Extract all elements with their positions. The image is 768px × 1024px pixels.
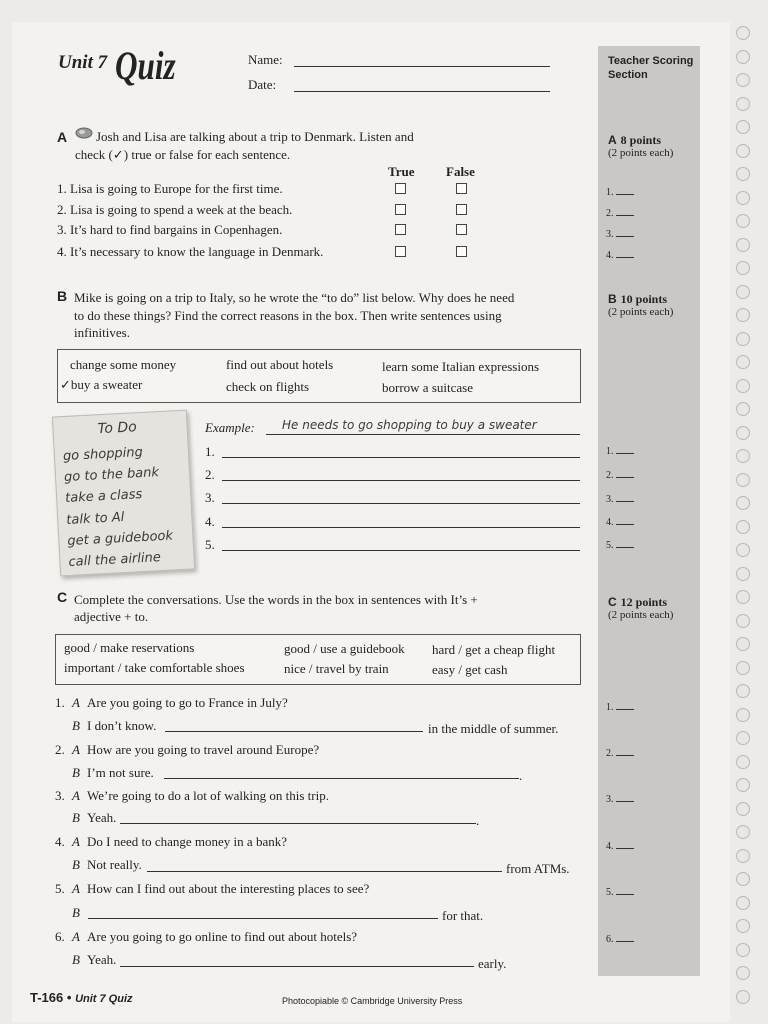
note-item: call the airline	[68, 550, 162, 570]
score-blank[interactable]: 4.	[606, 517, 634, 528]
note-item: go to the bank	[63, 465, 160, 486]
teacher-scoring-section	[598, 46, 700, 976]
binding-ring	[736, 120, 750, 134]
answer-b-post: .	[476, 813, 480, 828]
answer-line[interactable]	[222, 457, 580, 458]
binding-ring	[736, 167, 750, 181]
speaker-b: B	[72, 718, 80, 733]
question-number: 4.	[55, 834, 65, 849]
answer-line[interactable]	[147, 871, 502, 872]
footer-copyright: Photocopiable © Cambridge University Press	[282, 996, 463, 1006]
example-label: Example:	[205, 420, 255, 435]
binding-ring	[736, 97, 750, 111]
section-c-letter: C	[57, 589, 68, 605]
binding-ring	[736, 637, 750, 651]
binding-ring	[736, 402, 750, 416]
score-blank[interactable]: 2.	[606, 470, 634, 481]
question-a: Do I need to change money in a bank?	[87, 834, 287, 849]
answer-b-pre: Yeah.	[87, 952, 117, 967]
question-a: We’re going to do a lot of walking on this trip.	[87, 788, 329, 803]
answer-b-post: from ATMs.	[506, 861, 570, 876]
speaker-a: A	[72, 788, 80, 803]
binding-ring	[736, 896, 750, 910]
binding-ring	[736, 943, 750, 957]
score-blank[interactable]: 1.	[606, 187, 634, 198]
score-blank[interactable]: 6.	[606, 934, 634, 945]
binding-ring	[736, 849, 750, 863]
false-checkbox[interactable]	[456, 224, 467, 235]
binding-ring	[736, 426, 750, 440]
answer-number: 5.	[205, 537, 215, 552]
question-number: 1.	[55, 695, 65, 710]
word-box-item: good / make reservations	[64, 640, 195, 655]
question-a: How can I find out about the interesting places to see?	[87, 881, 370, 896]
score-blank[interactable]: 3.	[606, 494, 634, 505]
binding-ring	[736, 567, 750, 581]
binding-ring	[736, 755, 750, 769]
section-a-letter: A	[57, 129, 68, 145]
true-checkbox[interactable]	[395, 183, 406, 194]
word-box-item: ✓buy a sweater	[60, 377, 143, 392]
answer-b-pre: Not really.	[87, 857, 142, 872]
section-c-instructions-2: adjective + to.	[74, 609, 149, 624]
binding-ring	[736, 661, 750, 675]
binding-ring	[736, 614, 750, 628]
section-a-item: 1. Lisa is going to Europe for the first time.	[57, 181, 283, 196]
date-field[interactable]	[294, 91, 550, 92]
section-b-instructions-3: infinitives.	[74, 325, 130, 340]
note-item: talk to Al	[65, 510, 125, 529]
sidebar-title: Teacher Scoring Section	[608, 55, 694, 81]
example-answer: He needs to go shopping to buy a sweater	[282, 418, 537, 432]
section-a-item: 2. Lisa is going to spend a week at the beach.	[57, 202, 293, 217]
question-number: 3.	[55, 788, 65, 803]
section-a-instructions-2: check (✓) true or false for each sentence.	[75, 147, 291, 162]
speaker-b: B	[72, 905, 80, 920]
answer-number: 3.	[205, 490, 215, 505]
section-b-word-box	[57, 349, 581, 403]
speaker-a: A	[72, 834, 80, 849]
answer-line[interactable]	[222, 503, 580, 504]
binding-ring	[736, 308, 750, 322]
speaker-b: B	[72, 952, 80, 967]
score-blank[interactable]: 3.	[606, 229, 634, 240]
binding-ring	[736, 990, 750, 1004]
binding-ring	[736, 261, 750, 275]
section-a-item: 4. It’s necessary to know the language in Denmark.	[57, 244, 324, 259]
false-header: False	[446, 164, 475, 179]
false-checkbox[interactable]	[456, 246, 467, 257]
speaker-b: B	[72, 810, 80, 825]
name-label: Name:	[248, 52, 283, 67]
name-field[interactable]	[294, 66, 550, 67]
section-b-points: B 10 points	[608, 292, 668, 306]
score-blank[interactable]: 5.	[606, 887, 634, 898]
binding-ring	[736, 520, 750, 534]
unit-label: Unit 7	[58, 52, 108, 73]
answer-line[interactable]	[222, 550, 580, 551]
answer-b-pre: I’m not sure.	[87, 765, 154, 780]
binding-ring	[736, 473, 750, 487]
binding-ring	[736, 191, 750, 205]
section-a-each: (2 points each)	[608, 147, 674, 159]
answer-b-post: .	[519, 768, 523, 783]
quiz-title: Quiz	[115, 43, 176, 88]
binding-ring	[736, 731, 750, 745]
binding-ring	[736, 285, 750, 299]
section-c-points: C 12 points	[608, 595, 668, 609]
section-c-each: (2 points each)	[608, 609, 674, 621]
answer-line[interactable]	[120, 966, 474, 967]
note-item: get a guidebook	[67, 528, 174, 549]
binding-ring	[736, 684, 750, 698]
binding-ring	[736, 966, 750, 980]
answer-number: 1.	[205, 444, 215, 459]
score-blank[interactable]: 1.	[606, 446, 634, 457]
word-box-item: easy / get cash	[432, 662, 508, 677]
section-a-instructions-1: Josh and Lisa are talking about a trip to Denmark. Listen and	[96, 129, 414, 144]
binding-ring	[736, 590, 750, 604]
section-c-word-box	[55, 634, 581, 685]
answer-number: 4.	[205, 514, 215, 529]
speaker-a: A	[72, 742, 80, 757]
answer-line[interactable]	[165, 731, 423, 732]
score-blank[interactable]: 3.	[606, 794, 634, 805]
word-box-item: learn some Italian expressions	[382, 359, 540, 374]
date-label: Date:	[248, 77, 277, 92]
binding-ring	[736, 449, 750, 463]
binding-ring	[736, 496, 750, 510]
answer-line[interactable]	[222, 480, 580, 481]
note-title: To Do	[97, 419, 138, 438]
answer-number: 2.	[205, 467, 215, 482]
section-b-letter: B	[57, 288, 68, 304]
binding-ring	[736, 238, 750, 252]
word-box-item: find out about hotels	[226, 357, 334, 372]
speaker-b: B	[72, 765, 80, 780]
speaker-a: A	[72, 929, 80, 944]
note-item: go shopping	[62, 444, 144, 465]
binding-ring	[736, 355, 750, 369]
binding-ring	[736, 144, 750, 158]
score-blank[interactable]: 2.	[606, 208, 634, 219]
binding-ring	[736, 919, 750, 933]
section-b-each: (2 points each)	[608, 306, 674, 318]
word-box-item: nice / travel by train	[284, 661, 389, 676]
score-blank[interactable]: 4.	[606, 841, 634, 852]
question-a: How are you going to travel around Europe?	[87, 742, 320, 757]
answer-line[interactable]	[88, 918, 438, 919]
false-checkbox[interactable]	[456, 183, 467, 194]
binding-ring	[736, 50, 750, 64]
section-a-item: 3. It’s hard to find bargains in Copenhagen.	[57, 222, 283, 237]
speaker-b: B	[72, 857, 80, 872]
true-checkbox[interactable]	[395, 224, 406, 235]
example-line	[266, 434, 580, 435]
speaker-a: A	[72, 881, 80, 896]
question-number: 5.	[55, 881, 65, 896]
binding-ring	[736, 708, 750, 722]
section-a-points: A 8 points	[608, 133, 662, 147]
question-number: 2.	[55, 742, 65, 757]
binding-ring	[736, 778, 750, 792]
score-blank[interactable]: 5.	[606, 540, 634, 551]
binding-ring	[736, 379, 750, 393]
score-blank[interactable]: 2.	[606, 748, 634, 759]
word-box-item: good / use a guidebook	[284, 641, 405, 656]
answer-line[interactable]	[120, 823, 476, 824]
question-number: 6.	[55, 929, 65, 944]
true-checkbox[interactable]	[395, 246, 406, 257]
binding-ring	[736, 332, 750, 346]
word-box-item: borrow a suitcase	[382, 380, 473, 395]
footer-page-label: T-166 • Unit 7 Quiz	[30, 990, 133, 1005]
to-do-note	[52, 410, 195, 577]
section-b-instructions-2: to do these things? Find the correct reasons in the box. Then write sentences using	[74, 308, 502, 323]
answer-b-pre: I don’t know.	[87, 718, 157, 733]
answer-b-post: early.	[478, 956, 507, 971]
audio-icon	[74, 126, 94, 140]
binding-ring	[736, 73, 750, 87]
score-blank[interactable]: 1.	[606, 702, 634, 713]
answer-b-post: in the middle of summer.	[428, 721, 559, 736]
binding-ring	[736, 872, 750, 886]
section-b-instructions-1: Mike is going on a trip to Italy, so he wrote the “to do” list below. Why does he need	[74, 290, 515, 305]
speaker-a: A	[72, 695, 80, 710]
word-box-item: hard / get a cheap flight	[432, 642, 556, 657]
answer-line[interactable]	[164, 778, 519, 779]
binding-ring	[736, 825, 750, 839]
answer-b-pre: Yeah.	[87, 810, 117, 825]
binding-ring	[736, 802, 750, 816]
question-a: Are you going to go to France in July?	[87, 695, 288, 710]
true-checkbox[interactable]	[395, 204, 406, 215]
section-c-instructions-1: Complete the conversations. Use the words in the box in sentences with It’s +	[74, 592, 478, 607]
false-checkbox[interactable]	[456, 204, 467, 215]
answer-b-post: for that.	[442, 908, 484, 923]
score-blank[interactable]: 4.	[606, 250, 634, 261]
binding-ring	[736, 543, 750, 557]
note-item: take a class	[64, 487, 143, 507]
binding-ring	[736, 214, 750, 228]
word-box-item: change some money	[70, 357, 177, 372]
answer-line[interactable]	[222, 527, 580, 528]
question-a: Are you going to go online to find out about hotels?	[87, 929, 358, 944]
binding-ring	[736, 26, 750, 40]
true-header: True	[388, 164, 415, 179]
word-box-item: important / take comfortable shoes	[64, 660, 245, 675]
word-box-item: check on flights	[226, 379, 310, 394]
